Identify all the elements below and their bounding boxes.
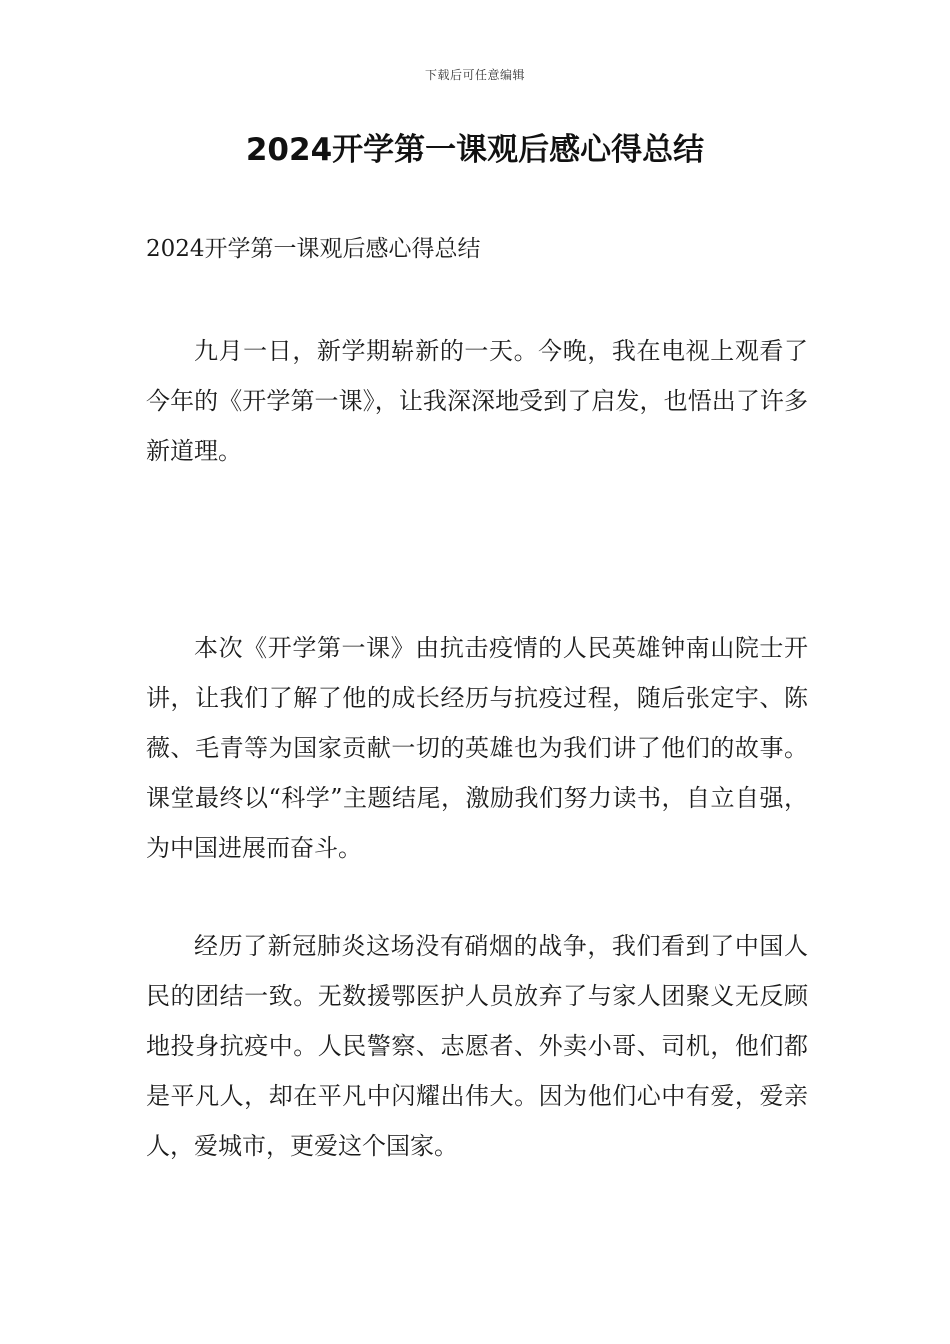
header-note: 下载后可任意编辑 — [424, 68, 525, 82]
document-subtitle: 2024开学第一课观后感心得总结 — [146, 236, 481, 262]
paragraph-1: 九月一日，新学期崭新的一天。今晚，我在电视上观看了今年的《开学第一课》，让我深深地受到了启发，也悟出了许多新道理。 — [146, 337, 808, 465]
paragraph-2: 本次《开学第一课》由抗击疫情的人民英雄钟南山院士开讲，让我们了解了他的成长经历与抗疫过程，随后张定宇、陈薇、毛青等为国家贡献一切的英雄也为我们讲了他们的故事。课堂最终以“科学”主题结尾，激励我们努力读书，自立自强，为中国进展而奋斗。 — [146, 634, 808, 862]
paragraph-3: 经历了新冠肺炎这场没有硝烟的战争，我们看到了中国人民的团结一致。无数援鄂医护人员放弃了与家人团聚义无反顾地投身抗疫中。人民警察、志愿者、外卖小哥、司机，他们都是平凡人，却在平凡中闪耀出伟大。因为他们心中有爱，爱亲人，爱城市，更爱这个国家。 — [146, 932, 808, 1160]
document-title: 2024开学第一课观后感心得总结 — [245, 132, 705, 168]
